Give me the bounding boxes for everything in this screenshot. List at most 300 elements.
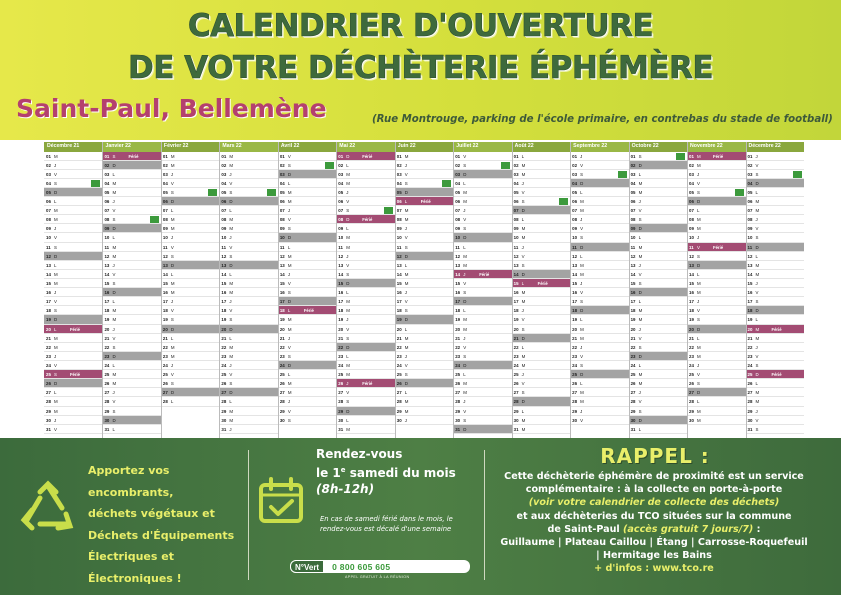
day-row: 10 D: [453, 233, 511, 242]
month-column: [161, 142, 219, 438]
day-row: 01 V: [278, 152, 336, 161]
day-row: 23 S: [278, 352, 336, 361]
month-header: Mars 22: [219, 142, 277, 152]
day-row: 30 D: [102, 416, 160, 425]
day-row: 17 V: [44, 297, 102, 306]
day-row: 01 J: [570, 152, 628, 161]
opening-day-marker: [559, 198, 568, 205]
day-row: 30 V: [570, 416, 628, 425]
day-row: 13 M: [278, 261, 336, 270]
calendar-grid: [44, 142, 804, 438]
day-row: 11 L: [278, 243, 336, 252]
day-row: 24 J: [219, 361, 277, 370]
month-header: Juillet 22: [453, 142, 511, 152]
day-row: 23 M: [219, 352, 277, 361]
month-header: Août 22: [512, 142, 570, 152]
day-row: 26 D: [44, 379, 102, 388]
day-row: 21 M: [570, 334, 628, 343]
day-row: 19 S: [687, 315, 745, 324]
opening-day-marker: [793, 171, 802, 178]
day-row: 28 M: [746, 397, 804, 406]
day-row: 08 S: [629, 215, 687, 224]
day-row: 05 M: [453, 188, 511, 197]
day-row: 02 J: [395, 161, 453, 170]
day-row: 30 M: [219, 416, 277, 425]
day-row: 09 J: [395, 224, 453, 233]
day-row: 20 D: [219, 325, 277, 334]
day-row: 16 M: [219, 288, 277, 297]
column-divider: [512, 142, 513, 438]
day-row: 22 V: [453, 343, 511, 352]
column-divider: [570, 142, 571, 438]
day-row: 13 M: [570, 261, 628, 270]
day-row: 27 D: [687, 388, 745, 397]
day-row: 02 M: [687, 161, 745, 170]
accepted-waste-text: [88, 460, 248, 589]
day-row: 19 S: [219, 315, 277, 324]
day-row: 25 D Férié: [746, 370, 804, 379]
day-row: 04 V: [687, 179, 745, 188]
month-column: [336, 142, 394, 438]
accepted-waste-line: Électriques et: [88, 550, 174, 563]
month-column: [453, 142, 511, 438]
day-row: 08 V: [278, 215, 336, 224]
holiday-label: Férié: [713, 153, 724, 159]
day-row: 15 V: [453, 279, 511, 288]
day-row: 20 D: [687, 325, 745, 334]
day-row: 09 V: [746, 224, 804, 233]
holiday-label: Férié: [70, 326, 81, 332]
rappel-title: RAPPEL :: [600, 444, 710, 468]
nvert-label: N°Vert: [290, 560, 324, 573]
day-row: 27 S: [512, 388, 570, 397]
day-row: 22 L: [512, 343, 570, 352]
day-row: 14 L: [687, 270, 745, 279]
day-row: 01 M: [395, 152, 453, 161]
day-row: 05 L: [746, 188, 804, 197]
day-row: 17 J: [687, 297, 745, 306]
day-row: 09 S: [278, 224, 336, 233]
day-row: 06 D: [219, 197, 277, 206]
day-row: 12 V: [512, 252, 570, 261]
holiday-label: Férié: [362, 381, 373, 387]
website-link[interactable]: + d'infos : www.tco.re: [594, 563, 714, 575]
day-row: 15 J: [746, 279, 804, 288]
day-row: 27 J: [629, 388, 687, 397]
day-row: 31 L: [102, 425, 160, 434]
day-row: 07 D: [512, 206, 570, 215]
day-row: 05 M: [629, 188, 687, 197]
day-row: 24 S: [746, 361, 804, 370]
day-row: 18 M: [629, 306, 687, 315]
month-header: Septembre 22: [570, 142, 628, 152]
day-row: 16 J: [44, 288, 102, 297]
column-divider: [453, 142, 454, 438]
day-row: 08 M: [219, 215, 277, 224]
day-row: 03 V: [44, 170, 102, 179]
day-row: 28 M: [570, 397, 628, 406]
column-divider: [395, 142, 396, 438]
day-row: 19 M: [629, 315, 687, 324]
day-row: 16 M: [687, 288, 745, 297]
day-row: 17 M: [336, 297, 394, 306]
month-column: [512, 142, 570, 438]
day-row: 20 S: [512, 325, 570, 334]
day-row: 16 S: [278, 288, 336, 297]
day-row: 01 S: [629, 152, 687, 161]
day-row: 04 L: [453, 179, 511, 188]
column-divider: [687, 142, 688, 438]
accepted-waste-line: Apportez vos: [88, 464, 170, 477]
day-row: 25 L: [278, 370, 336, 379]
day-row: 20 M: [453, 325, 511, 334]
day-row: 16 J: [395, 288, 453, 297]
day-row: 17 M: [512, 297, 570, 306]
day-row: 18 J: [512, 306, 570, 315]
day-row: 28 J: [453, 397, 511, 406]
day-row: 05 D: [44, 188, 102, 197]
opening-day-marker: [325, 162, 334, 169]
day-row: 22 M: [161, 343, 219, 352]
day-row: 22 J: [746, 343, 804, 352]
opening-day-marker: [735, 189, 744, 196]
rendezvous-text: [316, 446, 481, 497]
day-row: 23 D: [102, 352, 160, 361]
day-row: 11 D: [746, 243, 804, 252]
day-row: 26 L: [746, 379, 804, 388]
opening-day-marker: [618, 171, 627, 178]
day-row: 06 D: [161, 197, 219, 206]
day-row: 26 S: [161, 379, 219, 388]
day-row: 22 M: [395, 343, 453, 352]
day-row: 19 M: [102, 315, 160, 324]
day-row: 01 M: [219, 152, 277, 161]
day-row: 05 V: [512, 188, 570, 197]
day-row: 05 M: [278, 188, 336, 197]
day-row: 30 J: [395, 416, 453, 425]
day-row: 18 S: [395, 306, 453, 315]
day-row: 22 D: [336, 343, 394, 352]
day-row: 10 J: [161, 233, 219, 242]
day-row: 01 M: [44, 152, 102, 161]
day-row: 11 V: [161, 243, 219, 252]
address: (Rue Montrouge, parking de l'école primaire, en contrebas du stade de football): [372, 114, 833, 125]
day-row: 25 V: [161, 370, 219, 379]
day-row: 03 M: [336, 170, 394, 179]
rappel-line: et aux déchèteries du TCO situées sur la commune: [516, 510, 792, 522]
holiday-label: Férié: [303, 308, 314, 314]
day-row: 30 S: [278, 416, 336, 425]
day-row: 22 J: [570, 343, 628, 352]
day-row: 13 L: [395, 261, 453, 270]
toll-free-number[interactable]: [290, 560, 470, 573]
rdv-hours: (8h-12h): [316, 482, 375, 496]
day-row: 10 L: [102, 233, 160, 242]
day-row: 28 L: [687, 397, 745, 406]
day-row: 28 M: [44, 397, 102, 406]
day-row: 12 S: [219, 252, 277, 261]
day-row: 03 M: [512, 170, 570, 179]
calendar-icon: [256, 476, 306, 526]
day-row: 11 S: [395, 243, 453, 252]
day-row: 27 M: [570, 388, 628, 397]
column-divider: [629, 142, 630, 438]
day-row: 17 D: [278, 297, 336, 306]
day-row: 21 L: [219, 334, 277, 343]
day-row: 07 L: [687, 206, 745, 215]
day-row: 27 J: [102, 388, 160, 397]
day-row: 03 L: [102, 170, 160, 179]
day-row: 25 S: [395, 370, 453, 379]
day-row: 06 L Férié: [395, 197, 453, 206]
holiday-label: Férié: [479, 271, 490, 277]
day-row: 23 D: [629, 352, 687, 361]
day-row: 16 L: [336, 288, 394, 297]
day-row: 31 M: [512, 425, 570, 434]
day-row: 11 M: [102, 243, 160, 252]
day-row: 13 D: [161, 261, 219, 270]
day-row: 03 S: [746, 170, 804, 179]
day-row: 02 J: [44, 161, 102, 170]
day-row: 05 S: [687, 188, 745, 197]
day-row: 29 M: [219, 407, 277, 416]
day-row: 09 M: [161, 224, 219, 233]
day-row: 31 S: [746, 425, 804, 434]
day-row: 07 S: [336, 206, 394, 215]
day-row: 23 S: [453, 352, 511, 361]
day-row: 09 M: [219, 224, 277, 233]
day-row: 23 J: [44, 352, 102, 361]
nvert-number: 0 800 605 605: [332, 561, 391, 572]
day-row: 21 L: [161, 334, 219, 343]
day-row: 13 D: [687, 261, 745, 270]
day-row: 29 J: [570, 407, 628, 416]
month-header: Janvier 22: [102, 142, 160, 152]
day-row: 11 M: [336, 243, 394, 252]
day-row: 27 L: [395, 388, 453, 397]
day-row: 20 M: [570, 325, 628, 334]
day-row: 20 J: [102, 325, 160, 334]
month-column: [395, 142, 453, 438]
day-row: 07 L: [219, 206, 277, 215]
day-row: 13 J: [102, 261, 160, 270]
column-divider: [336, 142, 337, 438]
day-row: 03 L: [629, 170, 687, 179]
holiday-label: Férié: [362, 153, 373, 159]
day-row: 05 S: [219, 188, 277, 197]
holiday-label: Férié: [128, 153, 139, 159]
day-row: 10 J: [219, 233, 277, 242]
day-row: 10 V: [395, 233, 453, 242]
day-row: 26 M: [102, 379, 160, 388]
day-row: 30 J: [44, 416, 102, 425]
holiday-label: Férié: [537, 281, 548, 287]
day-row: 09 D: [629, 224, 687, 233]
day-row: 10 L: [629, 233, 687, 242]
day-row: 31 J: [219, 425, 277, 434]
day-row: 25 S Férié: [44, 370, 102, 379]
day-row: 09 J: [44, 224, 102, 233]
day-row: 09 D: [102, 224, 160, 233]
day-row: 30 L: [336, 416, 394, 425]
day-row: 31 L: [629, 425, 687, 434]
rdv-line-2: le 1e samedi du mois: [316, 466, 456, 480]
day-row: 12 J: [336, 252, 394, 261]
holiday-label: Férié: [771, 326, 782, 332]
rappel-line: (voir votre calendrier de collecte des déchets): [528, 497, 780, 509]
day-row: 08 M: [687, 215, 745, 224]
day-row: 19 M: [453, 315, 511, 324]
day-row: 24 S: [570, 361, 628, 370]
month-column: [102, 142, 160, 438]
day-row: 02 D: [629, 161, 687, 170]
day-row: 26 M: [453, 379, 511, 388]
day-row: 08 S: [102, 215, 160, 224]
day-row: 25 L: [453, 370, 511, 379]
day-row: 26 S: [219, 379, 277, 388]
month-header: Décembre 22: [746, 142, 804, 152]
day-row: 01 M: [161, 152, 219, 161]
day-row: 15 M: [395, 279, 453, 288]
day-row: 03 J: [161, 170, 219, 179]
day-row: 23 V: [746, 352, 804, 361]
title-line-2: DE VOTRE DÉCHÈTERIE ÉPHÉMÈRE: [127, 50, 714, 86]
day-row: 23 J: [395, 352, 453, 361]
day-row: 05 J: [336, 188, 394, 197]
day-row: 22 M: [44, 343, 102, 352]
day-row: 02 S: [453, 161, 511, 170]
day-row: 14 M: [746, 270, 804, 279]
holiday-note: En cas de samedi férié dans le mois, le rendez-vous est décalé d'une semaine: [320, 515, 453, 533]
day-row: 18 V: [687, 306, 745, 315]
day-row: 16 D: [629, 288, 687, 297]
day-row: 20 J: [629, 325, 687, 334]
day-row: 15 M: [219, 279, 277, 288]
day-row: 01 J: [746, 152, 804, 161]
day-row: 28 L: [161, 397, 219, 406]
day-row: 11 L: [453, 243, 511, 252]
day-row: 12 S: [687, 252, 745, 261]
recycle-icon: [18, 478, 78, 538]
day-row: 09 M: [687, 224, 745, 233]
day-row: 30 D: [629, 416, 687, 425]
day-row: 27 V: [336, 388, 394, 397]
day-row: 08 M: [395, 215, 453, 224]
day-row: 15 M: [161, 279, 219, 288]
day-row: 18 M: [336, 306, 394, 315]
day-row: 08 M: [44, 215, 102, 224]
day-row: 15 J: [570, 279, 628, 288]
opening-day-marker: [208, 189, 217, 196]
day-row: 05 M: [102, 188, 160, 197]
day-row: 02 V: [746, 161, 804, 170]
day-row: 02 V: [570, 161, 628, 170]
column-divider: [746, 142, 747, 438]
day-row: 27 D: [219, 388, 277, 397]
day-row: 13 V: [336, 261, 394, 270]
day-row: 12 M: [278, 252, 336, 261]
day-row: 10 M: [512, 233, 570, 242]
day-row: 02 D: [102, 161, 160, 170]
accepted-waste-line: déchets végétaux et: [88, 507, 215, 520]
day-row: 04 L: [278, 179, 336, 188]
day-row: 30 V: [746, 416, 804, 425]
day-row: 26 S: [687, 379, 745, 388]
day-row: 27 M: [746, 388, 804, 397]
day-row: 29 M: [687, 407, 745, 416]
day-row: 24 L: [629, 361, 687, 370]
rappel-line: | Hermitage les Bains: [596, 550, 712, 562]
day-row: 16 D: [102, 288, 160, 297]
day-row: 09 S: [453, 224, 511, 233]
day-row: 25 D: [570, 370, 628, 379]
day-row: 07 M: [395, 206, 453, 215]
day-row: 04 V: [219, 179, 277, 188]
day-row: 25 M: [336, 370, 394, 379]
day-row: 08 L: [512, 215, 570, 224]
day-row: 26 M: [278, 379, 336, 388]
day-row: 12 D: [44, 252, 102, 261]
day-row: 29 S: [102, 407, 160, 416]
day-row: 24 M: [336, 361, 394, 370]
day-row: 03 J: [687, 170, 745, 179]
day-row: 18 V: [219, 306, 277, 315]
day-row: 08 M: [161, 215, 219, 224]
day-row: 13 M: [453, 261, 511, 270]
day-row: 29 L: [512, 407, 570, 416]
day-row: 13 D: [219, 261, 277, 270]
day-row: 27 M: [453, 388, 511, 397]
day-row: 22 M: [687, 343, 745, 352]
day-row: 17 J: [161, 297, 219, 306]
month-header: Mai 22: [336, 142, 394, 152]
day-row: 11 V Férié: [687, 243, 745, 252]
day-row: 06 J: [629, 197, 687, 206]
day-row: 16 S: [453, 288, 511, 297]
day-row: 04 S: [395, 179, 453, 188]
day-row: 29 M: [395, 407, 453, 416]
day-row: 27 L: [44, 388, 102, 397]
divider: [248, 450, 249, 580]
nvert-subtitle: APPEL GRATUIT À LA RÉUNION: [345, 575, 410, 579]
day-row: 25 V: [687, 370, 745, 379]
day-row: 04 M: [102, 179, 160, 188]
day-row: 09 M: [512, 224, 570, 233]
day-row: 19 S: [161, 315, 219, 324]
day-row: 12 M: [453, 252, 511, 261]
month-column: [44, 142, 102, 438]
rappel-line: complémentaire : à la collecte en porte-à-porte: [525, 484, 783, 496]
month-header: Avril 22: [278, 142, 336, 152]
month-header: Octobre 22: [629, 142, 687, 152]
day-row: 19 J: [336, 315, 394, 324]
day-row: 22 V: [278, 343, 336, 352]
day-row: 07 M: [44, 206, 102, 215]
accepted-waste-line: Électroniques !: [88, 571, 182, 585]
column-divider: [219, 142, 220, 438]
day-row: 19 D: [395, 315, 453, 324]
day-row: 17 J: [219, 297, 277, 306]
day-row: 17 S: [746, 297, 804, 306]
city-name: Saint-Paul, Bellemène: [16, 94, 327, 123]
day-row: 10 S: [746, 233, 804, 242]
holiday-label: Férié: [362, 217, 373, 223]
month-header: Novembre 22: [687, 142, 745, 152]
day-row: 14 V: [102, 270, 160, 279]
day-row: 18 D: [746, 306, 804, 315]
opening-day-marker: [501, 162, 510, 169]
day-row: 03 D: [453, 170, 511, 179]
